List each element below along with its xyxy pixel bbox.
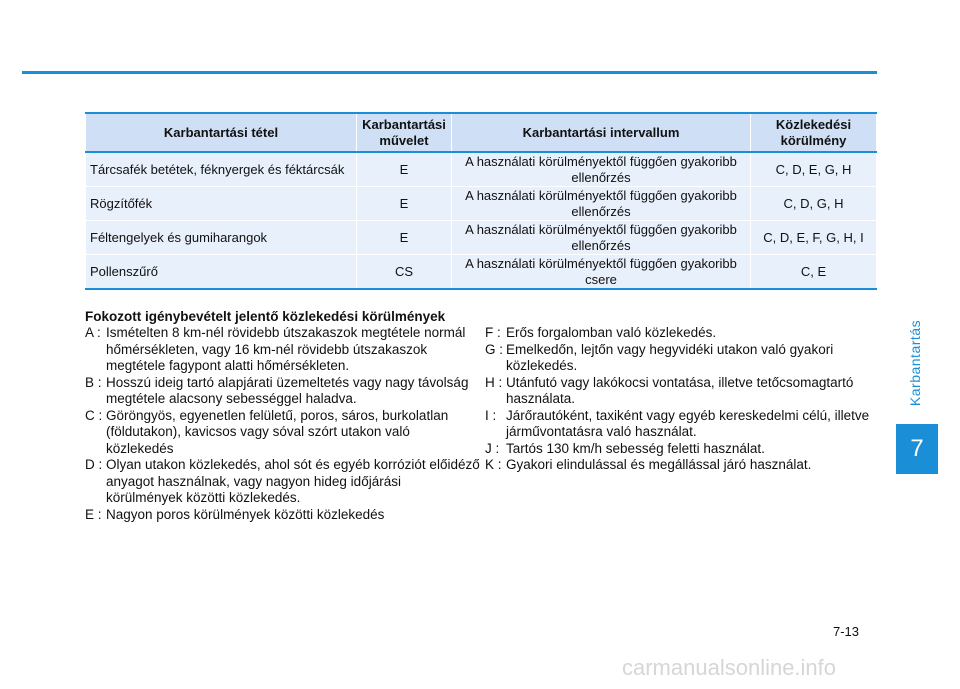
row-conditions: C, D, E, F, G, H, I bbox=[751, 221, 877, 255]
header-interval: Karbantartási intervallum bbox=[452, 113, 751, 152]
condition-code: G : bbox=[485, 341, 504, 357]
list-item bbox=[85, 507, 480, 524]
header-item: Karbantartási tétel bbox=[86, 113, 357, 152]
list-item bbox=[85, 457, 480, 507]
row-item: Tárcsafék betétek, féknyergek és féktárcsák bbox=[86, 152, 357, 187]
list-item bbox=[85, 325, 480, 375]
condition-text: Utánfutó vagy lakókocsi vontatása, illetve tetőcsomagtartó használata. bbox=[506, 374, 854, 406]
chapter-side-label-text: Karbantartás bbox=[907, 319, 924, 407]
condition-code: B : bbox=[85, 374, 102, 390]
row-operation: E bbox=[357, 221, 452, 255]
condition-code: D : bbox=[85, 457, 103, 472]
condition-text: Járőrautóként, taxiként vagy egyéb kereskedelmi célú, illetve járművontatásra való használat. bbox=[506, 407, 870, 439]
table-row bbox=[86, 221, 877, 255]
table-row bbox=[86, 152, 877, 187]
condition-code: E : bbox=[85, 506, 102, 522]
table-row bbox=[86, 255, 877, 290]
list-item bbox=[485, 375, 880, 408]
condition-code: A : bbox=[85, 325, 101, 340]
row-item: Pollenszűrő bbox=[86, 255, 357, 290]
condition-text: Tartós 130 km/h sebesség feletti használat. bbox=[506, 440, 765, 456]
condition-code: F : bbox=[485, 325, 501, 340]
row-conditions: C, D, E, G, H bbox=[751, 152, 877, 187]
list-item bbox=[485, 457, 880, 474]
row-operation: E bbox=[357, 187, 452, 221]
list-item bbox=[85, 408, 480, 458]
condition-text: Erős forgalomban való közlekedés. bbox=[506, 325, 717, 340]
condition-code: K : bbox=[485, 457, 502, 472]
page-number: 7-13 bbox=[833, 624, 860, 639]
chapter-number-badge: 7 bbox=[896, 424, 938, 474]
row-interval: A használati körülményektől függően gyakoribb ellenőrzés bbox=[452, 152, 751, 187]
condition-text: Göröngyös, egyenetlen felületű, poros, sáros, burkolatlan (földutakon), kavicsos vagy sóval szórt utakon való közlekedés bbox=[106, 407, 449, 456]
row-interval: A használati körülményektől függően gyakoribb csere bbox=[452, 255, 751, 290]
chapter-side-label bbox=[892, 308, 938, 418]
conditions-list-left bbox=[85, 325, 480, 523]
row-operation: E bbox=[357, 152, 452, 187]
top-divider bbox=[22, 71, 877, 74]
row-interval: A használati körülményektől függően gyakoribb ellenőrzés bbox=[452, 221, 751, 255]
condition-code: J : bbox=[485, 440, 500, 456]
condition-text: Emelkedőn, lejtőn vagy hegyvidéki utakon való gyakori közlekedés. bbox=[506, 341, 834, 373]
conditions-list-right bbox=[485, 325, 880, 474]
header-operation: Karbantartási művelet bbox=[357, 113, 452, 152]
row-conditions: C, E bbox=[751, 255, 877, 290]
maintenance-table bbox=[85, 112, 877, 290]
condition-text: Ismételten 8 km-nél rövidebb útszakaszok megtétele normál hőmérsékleten, vagy 16 km-nél rövidebb útszakaszok megtétele fagypont alatti hőmérsékleten. bbox=[106, 325, 466, 373]
condition-text: Olyan utakon közlekedés, ahol sót és egyéb korróziót előidéző anyagot használnak, vagy nagyon hideg időjárási körülmények közötti közlekedés. bbox=[106, 457, 480, 505]
condition-code: H : bbox=[485, 374, 503, 390]
list-item bbox=[485, 441, 880, 458]
list-item bbox=[485, 342, 880, 375]
condition-text: Hosszú ideig tartó alapjárati üzemeltetés vagy nagy távolság megtétele alacsony sebességgel haladva. bbox=[106, 374, 469, 406]
condition-text: Nagyon poros körülmények közötti közlekedés bbox=[106, 506, 385, 522]
condition-text: Gyakori elindulással és megállással járó használat. bbox=[506, 457, 812, 472]
list-item bbox=[485, 408, 880, 441]
condition-code: I : bbox=[485, 407, 497, 423]
row-item: Féltengelyek és gumiharangok bbox=[86, 221, 357, 255]
table-header-row bbox=[86, 113, 877, 152]
row-conditions: C, D, G, H bbox=[751, 187, 877, 221]
row-interval: A használati körülményektől függően gyakoribb ellenőrzés bbox=[452, 187, 751, 221]
list-item bbox=[85, 375, 480, 408]
watermark[interactable]: carmanualsonline.info bbox=[622, 655, 837, 680]
conditions-heading: Fokozott igénybevételt jelentő közlekedési körülmények bbox=[85, 309, 446, 324]
table-row bbox=[86, 187, 877, 221]
list-item bbox=[485, 325, 880, 342]
header-conditions: Közlekedési körülmény bbox=[751, 113, 877, 152]
row-operation: CS bbox=[357, 255, 452, 290]
condition-code: C : bbox=[85, 407, 103, 423]
row-item: Rögzítőfék bbox=[86, 187, 357, 221]
